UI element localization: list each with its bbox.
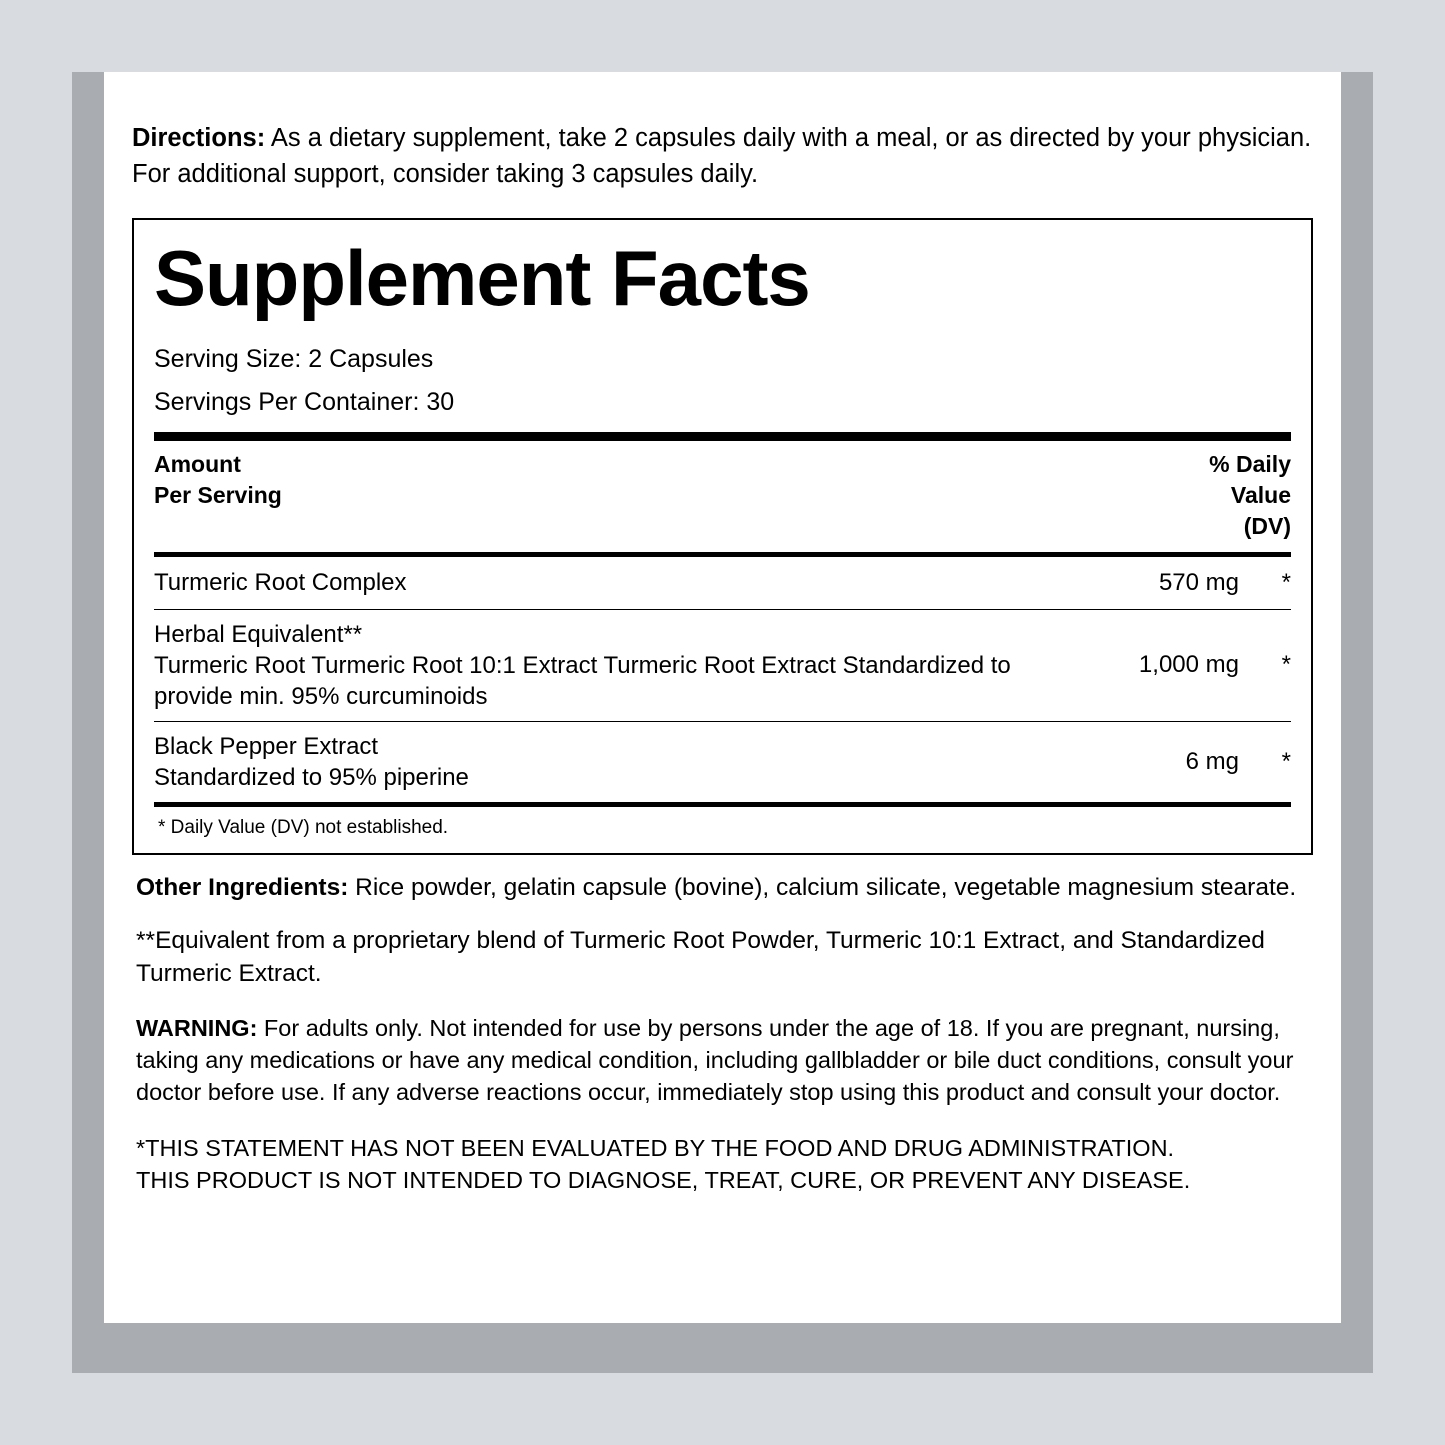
nutrient-name-sub: Turmeric Root Turmeric Root 10:1 Extract Turmeric Root Extract Standardized to provide min. 95% curcuminoids (154, 651, 1011, 710)
dv-header-line1: % Daily (1209, 450, 1291, 477)
supplement-label-card (104, 72, 1341, 1323)
label-body-copy (132, 871, 1313, 1196)
fda-disclaimer-line1: *THIS STATEMENT HAS NOT BEEN EVALUATED BY THE FOOD AND DRUG ADMINISTRATION. (136, 1134, 1175, 1161)
directions-label: Directions: (132, 124, 266, 152)
nutrient-name (154, 567, 1089, 598)
nutrient-name (154, 619, 1089, 712)
other-ingredients-paragraph (136, 871, 1313, 904)
nutrient-daily-value: * (1281, 568, 1291, 596)
warning-label: WARNING: (136, 1014, 258, 1041)
daily-value-header (1209, 449, 1291, 542)
serving-size: Serving Size: 2 Capsules (154, 344, 434, 373)
supplement-facts-title: Supplement Facts (154, 234, 810, 322)
dv-header-line3: (DV) (1243, 512, 1291, 539)
table-row (154, 722, 1291, 802)
nutrient-amount: 6 mg (1185, 747, 1239, 775)
nutrient-name-main: Turmeric Root Complex (154, 569, 407, 597)
equivalent-note-paragraph: **Equivalent from a proprietary blend of Turmeric Root Powder, Turmeric 10:1 Extract, and Standardized Turmeric Extract. (136, 926, 1265, 987)
nutrient-daily-value: * (1281, 747, 1291, 775)
directions-text: As a dietary supplement, take 2 capsules daily with a meal, or as directed by your physician. For additional support, consider taking 3 capsules daily. (132, 124, 1312, 188)
other-ingredients-text: Rice powder, gelatin capsule (bovine), calcium silicate, vegetable magnesium stearate. (348, 873, 1297, 901)
servings-per-container: Servings Per Container: 30 (154, 387, 455, 416)
table-row (154, 557, 1291, 609)
nutrient-name (154, 731, 1089, 793)
fda-disclaimer-line2: THIS PRODUCT IS NOT INTENDED TO DIAGNOSE, TREAT, CURE, OR PREVENT ANY DISEASE. (136, 1166, 1191, 1193)
nutrient-daily-value: * (1281, 651, 1291, 679)
other-ingredients-label: Other Ingredients: (136, 873, 349, 901)
nutrient-name-sub: Standardized to 95% piperine (154, 763, 469, 791)
dv-header-line2: Value (1230, 481, 1291, 508)
nutrient-name-main: Black Pepper Extract (154, 732, 379, 760)
amount-per-serving-header (154, 441, 1291, 552)
fda-disclaimer (136, 1132, 1313, 1196)
nutrient-amount: 1,000 mg (1138, 651, 1239, 679)
warning-paragraph (136, 1012, 1313, 1108)
table-row (154, 610, 1291, 721)
directions-paragraph (132, 120, 1313, 192)
amount-header-line1: Amount (154, 450, 241, 477)
amount-header-left (154, 449, 282, 511)
warning-text: For adults only. Not intended for use by persons under the age of 18. If you are pregnant, nursing, taking any medications or have any medical condition, including gallbladder or bile duct conditions, consult your doctor before use. If any adverse reactions occur, immediately stop using this product and consult your doctor. (136, 1014, 1294, 1105)
nutrient-amount: 570 mg (1158, 568, 1239, 596)
nutrient-name-main: Herbal Equivalent** (154, 620, 363, 648)
amount-header-line2: Per Serving (154, 481, 282, 508)
daily-value-footnote: * Daily Value (DV) not established. (158, 816, 449, 838)
supplement-facts-panel (132, 218, 1313, 855)
divider-thick-top (154, 432, 1291, 441)
